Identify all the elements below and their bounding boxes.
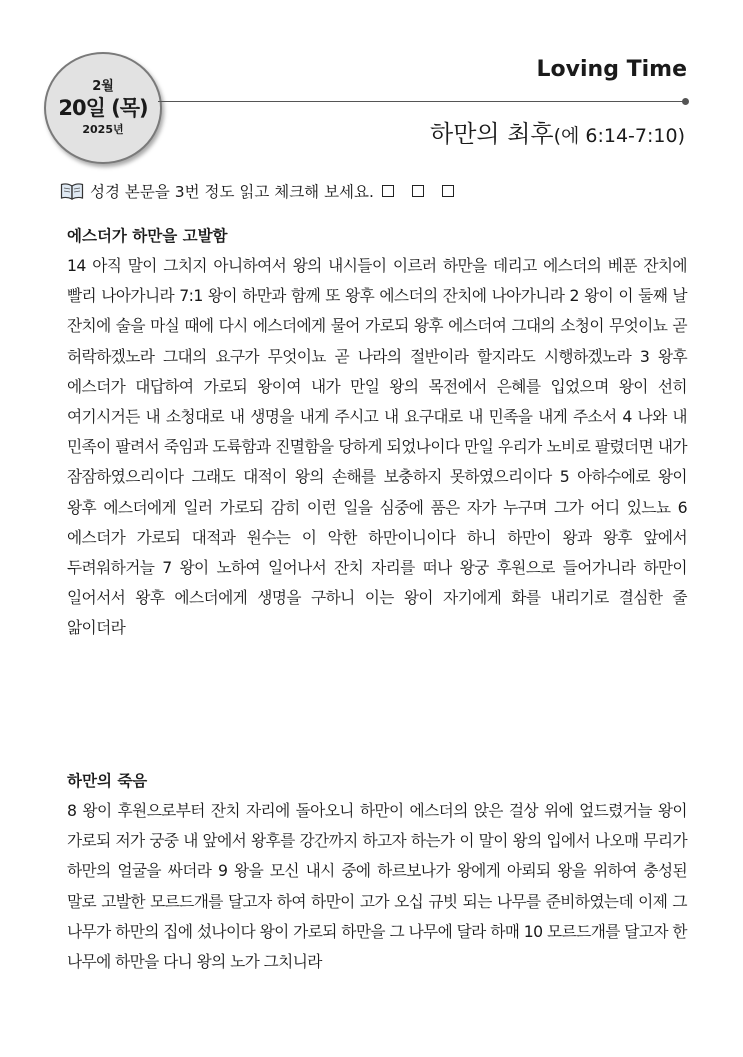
reading-instruction [60,180,454,202]
date-badge [44,52,162,164]
brand-title: Loving Time [536,57,687,82]
date-day: 20일 (목) [58,96,148,120]
reading-checkbox-3[interactable] [442,185,454,197]
header-divider [158,101,685,102]
scripture-reference: (에 6:14-7:10) [553,125,685,147]
section-heading: 에스더가 하만을 고발함 [67,227,228,245]
page-title [430,114,685,149]
divider-end-dot [682,98,689,105]
date-year: 2025년 [82,123,124,136]
instruction-text: 성경 본문을 3번 정도 읽고 체크해 보세요. [90,183,374,201]
section-accusation [67,221,687,644]
title-main: 하만의 최후 [430,120,554,148]
reading-checkbox-2[interactable] [412,185,424,197]
reading-checkbox-1[interactable] [382,185,394,197]
section-death [67,766,687,977]
section-heading: 하만의 죽음 [67,772,148,790]
open-book-icon [60,182,84,200]
section-body: 8 왕이 후원으로부터 잔치 자리에 돌아오니 하만이 에스더의 앉은 걸상 위에 엎드렸거늘 왕이 가로되 저가 궁중 내 앞에서 왕후를 강간까지 하고자 하는가 이 말이 왕의 입에서 나오매 무리가 하만의 얼굴을 싸더라 9 왕을 모신 내시 중에 하르보나가 왕에게 아뢰되 왕을 위하여 충성된 말로 고발한 모르드개를 달고자 하여 하만이 고가 오십 규빗 되는 나무를 준비하였는데 이제 그 나무가 하만의 집에 섰나이다 왕이 가로되 하만을 그 나무에 달라 하매 10 모르드개를 달고자 한 나무에 하만을 다니 왕의 노가 그치니라 [67,801,687,972]
section-body: 14 아직 말이 그치지 아니하여서 왕의 내시들이 이르러 하만을 데리고 에스더의 베푼 잔치에 빨리 나아가니라 7:1 왕이 하만과 함께 또 왕후 에스더의 잔치에 나아가니라 2 왕이 이 둘째 날 잔치에 술을 마실 때에 다시 에스더에게 물어 가로되 왕후 에스더여 그대의 소청이 무엇이뇨 곧 허락하겠노라 그대의 요구가 무엇이뇨 곧 나라의 절반이라 할지라도 시행하겠노라 3 왕후 에스더가 대답하여 가로되 왕이여 내가 만일 왕의 목전에서 은혜를 입었으며 왕이 선히 여기시거든 내 소청대로 내 생명을 내게 주시고 내 요구대로 내 민족을 내게 주소서 4 나와 내 민족이 팔려서 죽임과 도륙함과 진멸함을 당하게 되었나이다 만일 우리가 노비로 팔렸더면 내가 잠잠하였으리이다 그래도 대적이 왕의 손해를 보충하지 못하였으리이다 5 아하수에로 왕이 왕후 에스더에게 일러 가로되 감히 이런 일을 심중에 품은 자가 누구며 그가 어디 있느뇨 6 에스더가 가로되 대적과 원수는 이 악한 하만이니이다 하니 하만이 왕과 왕후 앞에서 두려워하거늘 7 왕이 노하여 일어나서 잔치 자리를 떠나 왕궁 후원으로 들어가니라 하만이 일어서서 왕후 에스더에게 생명을 구하니 이는 왕이 자기에게 화를 내리기로 결심한 줄 앎이더라 [67,256,687,638]
date-month: 2월 [92,79,114,94]
